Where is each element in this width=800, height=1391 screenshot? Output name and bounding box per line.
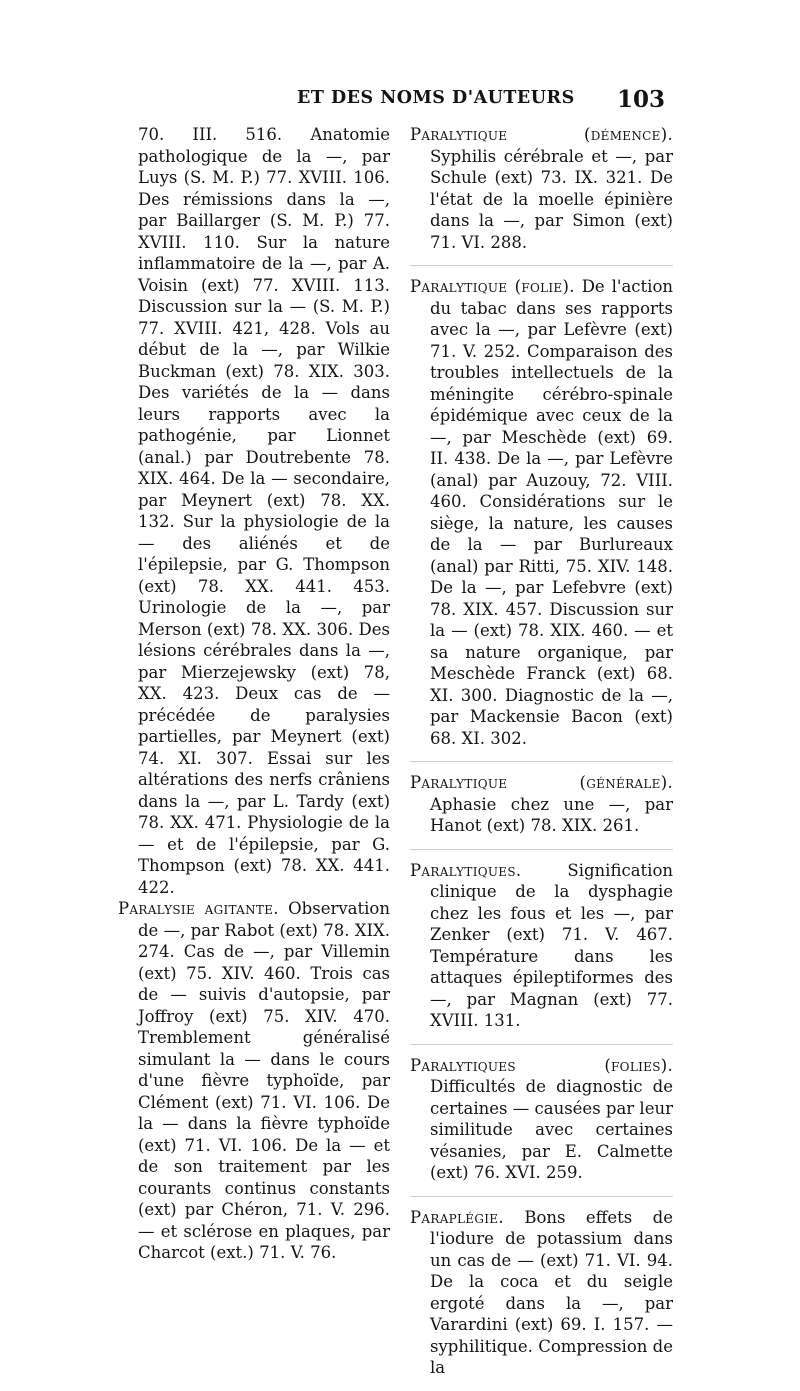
- entry-headword: Paralytiques (folies).: [410, 1055, 673, 1075]
- running-title: ET DES NOMS D'AUTEURS: [297, 88, 575, 108]
- entry-divider: [410, 761, 673, 762]
- entry-text: Difficultés de diagnostic de certaines — causées par leur similitude avec certaines vésanies, par E. Calmette (ext) 76. XVI. 259.: [430, 1077, 673, 1182]
- entry-divider: [410, 265, 673, 266]
- entry-headword: Paralytique (démence).: [410, 125, 673, 144]
- entry-divider: [410, 1044, 673, 1045]
- entry-divider: [410, 849, 673, 850]
- index-entry: [410, 276, 673, 749]
- entry-headword: Paralysie agitante.: [118, 899, 279, 918]
- entry-text: Observation de —, par Rabot (ext) 78. XIX. 274. Cas de —, par Villemin (ext) 75. XIV. 460. Trois cas de — suivis d'autopsie, par Joffroy (ext) 75. XIV. 470. Tremblement généralisé simulant la — dans le cours d'une fièvre typhoïde, par Clément (ext) 71. VI. 106. De la — dans la fièvre typhoïde (ext) 71. VI. 106. De la — et de son traitement par les courants continus constants (ext) par Chéron, 71. V. 296. — et sclérose en plaques, par Charcot (ext.) 71. V. 76.: [138, 899, 390, 1262]
- entry-text: Aphasie chez une —, par Hanot (ext) 78. XIX. 261.: [430, 794, 673, 835]
- entry-headword: Paraplégie.: [410, 1207, 504, 1227]
- entry-headword: Paralytique (folie).: [410, 277, 575, 296]
- entry-text: De l'action du tabac dans ses rapports avec la —, par Lefèvre (ext) 71. V. 252. Comparaison des troubles intellectuels de la méningite cérébro-spinale épidémique avec ceux de la —, par Meschède (ext) 69. II. 438. De la —, par Lefèvre (anal) par Auzouy, 72. VIII. 460. Considérations sur le siège, la nature, les causes de la — par Burlureaux (anal) par Ritti, 75. XIV. 148. De la —, par Lefebvre (ext) 78. XIX. 457. Discussion sur la — (ext) 78. XIX. 460. — et sa nature organique, par Meschède Franck (ext) 68. XI. 300. Diagnostic de la —, par Mackensie Bacon (ext) 68. XI. 302.: [430, 277, 673, 748]
- index-entry: [410, 124, 673, 253]
- entry-headword: Paralytique (générale).: [410, 773, 673, 792]
- index-entry: [410, 1055, 673, 1184]
- left-column: [118, 124, 390, 1264]
- entry-divider: [410, 1196, 673, 1197]
- entry-text: 70. III. 516. Anatomie pathologique de la —, par Luys (S. M. P.) 77. XVIII. 106. Des rémissions dans la —, par Baillarger (S. M. P.) 77. XVIII. 110. Sur la nature inflammatoire de la —, par A. Voisin (ext) 77. XVIII. 113. Discussion sur la — (S. M. P.) 77. XVIII. 421, 428. Vols au début de la —, par Wilkie Buckman (ext) 78. XIX. 303. Des variétés de la — dans leurs rapports avec la pathogénie, par Lionnet (anal.) par Doutrebente 78. XIX. 464. De la — secondaire, par Meynert (ext) 78. XX. 132. Sur la physiologie de la — des aliénés et de l'épilepsie, par G. Thompson (ext) 78. XX. 441. 453. Urinologie de la —, par Merson (ext) 78. XX. 306. Des lésions cérébrales dans la —, par Mierzejewsky (ext) 78, XX. 423. Deux cas de — précédée de paralysies partielles, par Meynert (ext) 74. XI. 307. Essai sur les altérations des nerfs crâniens dans la —, par L. Tardy (ext) 78. XX. 471. Physiologie de la — et de l'épilepsie, par G. Thompson (ext) 78. XX. 441. 422.: [138, 125, 390, 897]
- entry-text: Signification clinique de la dysphagie chez les fous et les —, par Zenker (ext) 71. V. 467. Température dans les attaques épileptiformes des —, par Magnan (ext) 77. XVIII. 131.: [430, 860, 673, 1030]
- index-entry: [410, 772, 673, 837]
- entry-text: Bons effets de l'iodure de potassium dans un cas de — (ext) 71. VI. 94. De la coca et du seigle ergoté dans la —, par Varardini (ext) 69. I. 157. — syphilitique. Compression de la: [430, 1207, 673, 1377]
- entry-headword: Paralytiques.: [410, 860, 522, 880]
- index-entry: [410, 860, 673, 1032]
- page-number: 103: [617, 86, 666, 113]
- entry-text: Syphilis cérébrale et —, par Schule (ext) 73. IX. 321. De l'état de la moelle épinière dans la —, par Simon (ext) 71. VI. 288.: [430, 146, 673, 252]
- index-entry: [118, 124, 390, 898]
- index-entry: [118, 898, 390, 1264]
- right-column: [410, 124, 673, 1391]
- index-entry: [410, 1207, 673, 1379]
